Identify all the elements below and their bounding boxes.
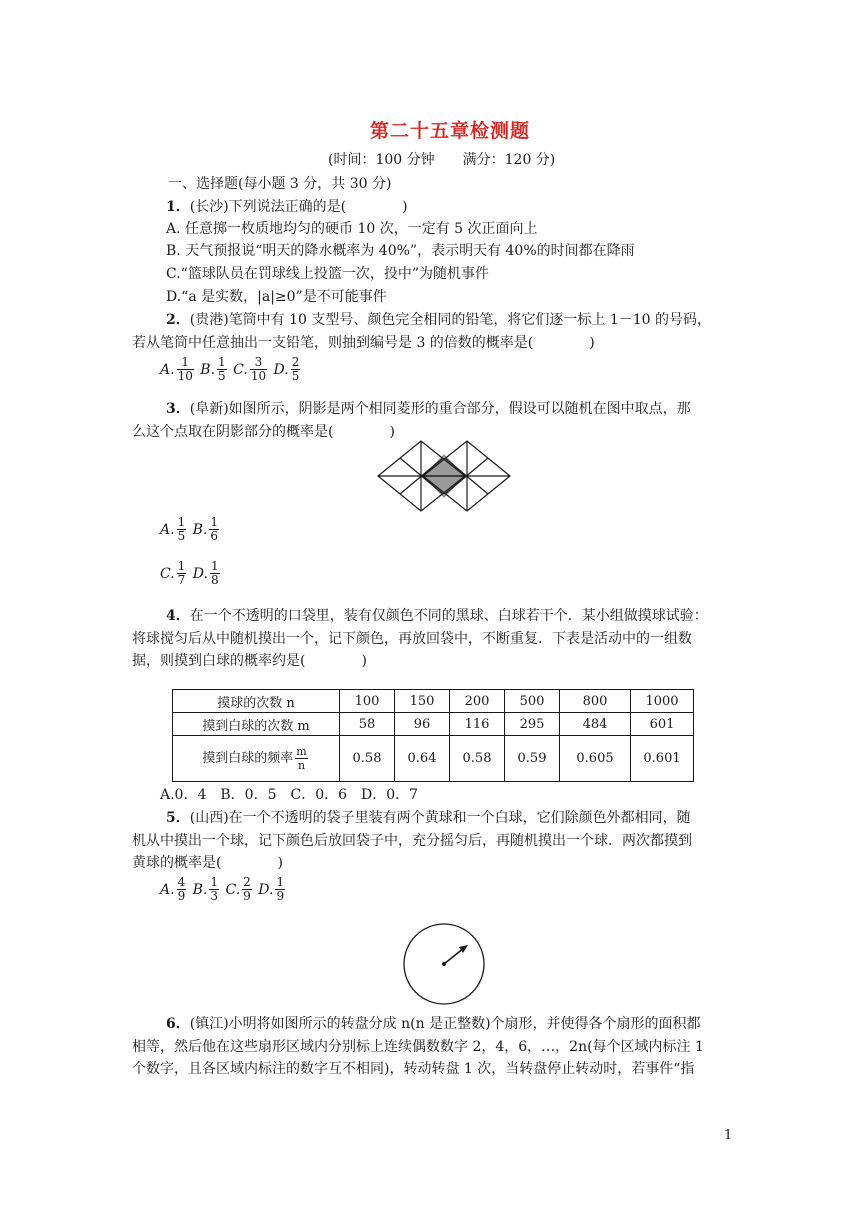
question-stem-line: (贵港)笔筒中有 10 支型号、颜色完全相同的铅笔，将它们逐一标上 1－10 的号码， — [189, 312, 712, 328]
question-5-options — [160, 876, 287, 903]
table-cell: 1000 — [631, 690, 694, 713]
option-c: C. $\frac{1}{7}$ — [160, 559, 186, 587]
table-cell: 295 — [505, 713, 560, 736]
question-number: 6． — [166, 1016, 190, 1032]
question-stem-line: (阜新)如图所示，阴影是两个相同菱形的重合部分，假设可以随机在图中取点，那 — [189, 401, 691, 417]
spinner-figure — [402, 922, 486, 1006]
question-3-options-row-1 — [160, 516, 221, 543]
fraction-m-over-n: $\frac{m}{n}$ — [296, 745, 307, 772]
question-5 — [166, 808, 691, 828]
option-a: A. $\frac{1}{5}$ — [160, 515, 186, 543]
question-stem-line: 若从笔筒中任意抽出一支铅笔，则抽到编号是 3 的倍数的概率是( ) — [132, 335, 595, 351]
table-cell: 0.58 — [340, 736, 395, 782]
question-number: 5． — [166, 810, 190, 826]
table-cell: 601 — [631, 713, 694, 736]
option-d: D. $\frac{1}{9}$ — [258, 875, 285, 903]
table-cell: 200 — [450, 690, 505, 713]
question-2-options — [160, 356, 302, 383]
option-d: D.“a 是实数，|a|≥0”是不可能事件 — [166, 289, 387, 305]
option-c: C. $\frac{3}{10}$ — [233, 355, 267, 383]
table-cell: 0.59 — [505, 736, 560, 782]
question-stem-line: 在一个不透明的口袋里，装有仅颜色不同的黑球、白球若干个．某小组做摸球试验： — [189, 608, 708, 624]
table-cell: 0.64 — [395, 736, 450, 782]
question-stem-line: 么这个点取在阴影部分的概率是( ) — [132, 424, 395, 440]
table-cell: 800 — [560, 690, 631, 713]
question-2 — [166, 310, 711, 330]
table-row — [173, 713, 694, 736]
option-c: C. $\frac{2}{9}$ — [225, 875, 251, 903]
option-b: B. $\frac{1}{3}$ — [192, 875, 219, 903]
rhombus-figure — [376, 440, 512, 512]
exam-info: (时间：100 分钟 满分：120 分) — [328, 152, 556, 168]
question-stem-line: (山西)在一个不透明的袋子里装有两个黄球和一个白球，它们除颜色外都相同，随 — [189, 810, 691, 826]
table-cell: 0.58 — [450, 736, 505, 782]
pointer-arrow-icon — [444, 945, 468, 964]
option-c: C.“篮球队员在罚球线上投篮一次，投中”为随机事件 — [166, 266, 489, 282]
option-b: B. $\frac{1}{5}$ — [200, 355, 226, 383]
row-header: 摸球的次数 n — [173, 690, 340, 713]
question-1 — [166, 197, 408, 217]
table-cell: 500 — [505, 690, 560, 713]
question-stem-line: 相等，然后他在这些扇形区域内分别标上连续偶数数字 2，4，6，…，2n(每个区域内标注 1 — [132, 1039, 704, 1055]
section-heading: 一、选择题(每小题 3 分，共 30 分) — [168, 176, 392, 192]
table-cell: 150 — [395, 690, 450, 713]
table-cell: 0.605 — [560, 736, 631, 782]
question-4-options: A.0．4 B．0．5 C．0．6 D．0．7 — [160, 787, 419, 803]
table-cell: 58 — [340, 713, 395, 736]
option-a: A. 任意掷一枚质地均匀的硬币 10 次，一定有 5 次正面向上 — [166, 221, 538, 237]
option-a: A. $\frac{1}{10}$ — [160, 355, 193, 383]
question-stem-line: 个数字，且各区域内标注的数字互不相同)，转动转盘 1 次，当转盘停止转动时，若事件“指 — [132, 1061, 695, 1077]
question-number: 1． — [166, 199, 190, 215]
question-stem-line: 黄球的概率是( ) — [132, 855, 283, 871]
table-row — [173, 736, 694, 782]
row-header: 摸到白球的次数 m — [173, 713, 340, 736]
question-3-options-row-2 — [160, 560, 222, 587]
question-stem-line: 将球搅匀后从中随机摸出一个，记下颜色，再放回袋中，不断重复．下表是活动中的一组数 — [132, 631, 692, 647]
table-cell: 0.601 — [631, 736, 694, 782]
table-cell: 116 — [450, 713, 505, 736]
row-header: 摸到白球的频率 $\frac{m}{n}$ — [173, 736, 340, 782]
question-6 — [166, 1014, 701, 1034]
option-d: D. $\frac{1}{8}$ — [192, 559, 219, 587]
table-cell: 96 — [395, 713, 450, 736]
question-stem-line: (镇江)小明将如图所示的转盘分成 n(n 是正整数)个扇形，并使得各个扇形的面积都 — [189, 1016, 701, 1032]
table-row — [173, 690, 694, 713]
option-a: A. $\frac{4}{9}$ — [160, 875, 186, 903]
question-3 — [166, 399, 691, 419]
frequency-table — [172, 689, 694, 782]
question-stem-line: 据，则摸到白球的概率约是( ) — [132, 653, 367, 669]
rhombus-right — [423, 441, 510, 511]
page-number: 1 — [724, 1128, 733, 1143]
table-cell: 484 — [560, 713, 631, 736]
question-number: 2． — [166, 312, 190, 328]
option-d: D. $\frac{2}{5}$ — [273, 355, 300, 383]
question-number: 3． — [166, 401, 190, 417]
question-4 — [166, 606, 708, 626]
question-stem-line: 机从中摸出一个球，记下颜色后放回袋子中，充分摇匀后，再随机摸出一个球．两次都摸到 — [132, 833, 692, 849]
question-stem: (长沙)下列说法正确的是( ) — [189, 199, 408, 215]
option-b: B. 天气预报说“明天的降水概率为 40%”，表示明天有 40%的时间都在降雨 — [166, 243, 635, 259]
table-cell: 100 — [340, 690, 395, 713]
option-b: B. $\frac{1}{6}$ — [192, 515, 219, 543]
question-number: 4． — [166, 608, 190, 624]
page-title: 第二十五章检测题 — [370, 120, 531, 142]
